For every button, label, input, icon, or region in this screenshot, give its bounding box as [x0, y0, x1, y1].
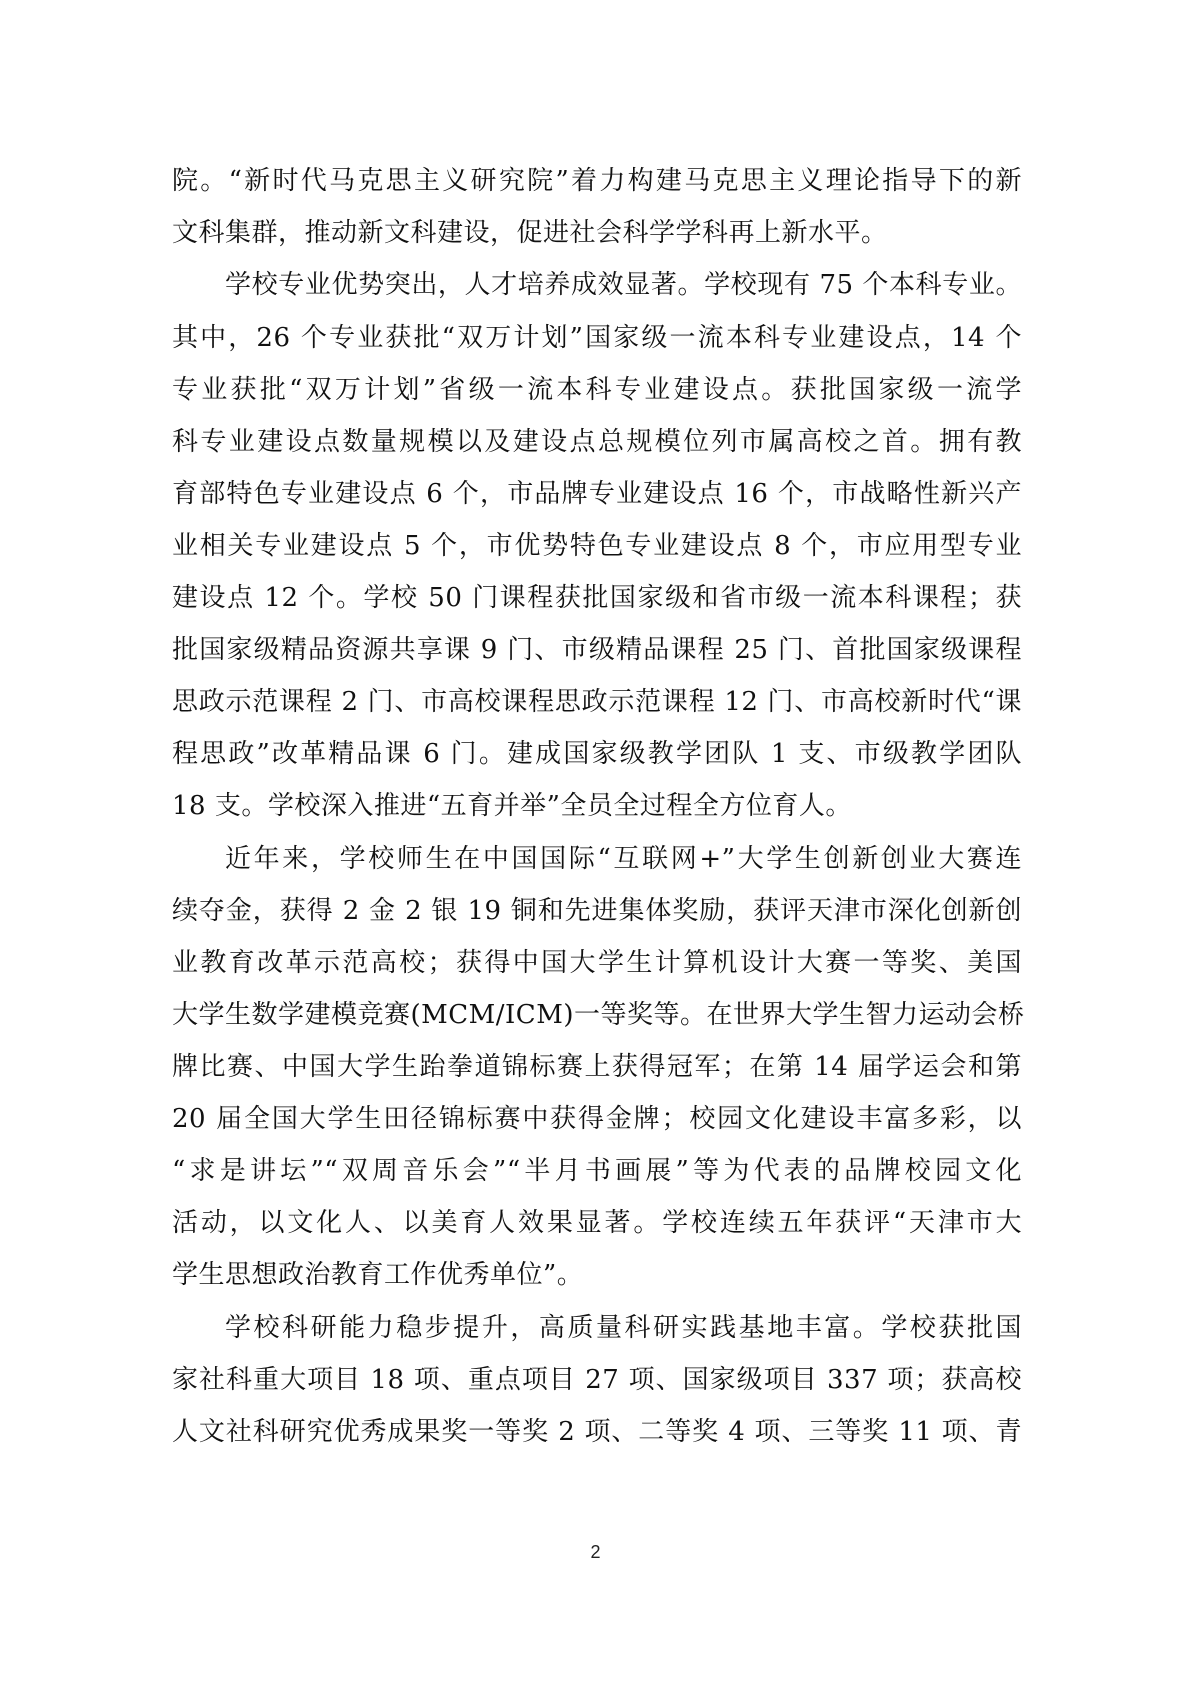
body-line: 育部特色专业建设点 6 个，市品牌专业建设点 16 个，市战略性新兴产: [172, 479, 1022, 509]
body-line: 大学生数学建模竞赛(MCM/ICM)一等奖等。在世界大学生智力运动会桥: [172, 1000, 1025, 1030]
body-line: 18 支。学校深入推进“五育并举”全员全过程全方位育人。: [172, 791, 852, 821]
paragraph-first-line: 学校专业优势突出，人才培养成效显著。学校现有 75 个本科专业。: [225, 270, 1022, 300]
body-line: 业相关专业建设点 5 个，市优势特色专业建设点 8 个，市应用型专业: [172, 531, 1022, 561]
body-line: 续夺金，获得 2 金 2 银 19 铜和先进集体奖励，获评天津市深化创新创: [172, 896, 1022, 926]
body-line: 程思政”改革精品课 6 门。建成国家级教学团队 1 支、市级教学团队: [172, 739, 1022, 769]
body-line: 业教育改革示范高校；获得中国大学生计算机设计大赛一等奖、美国: [172, 948, 1022, 978]
body-line: 思政示范课程 2 门、市高校课程思政示范课程 12 门、市高校新时代“课: [172, 687, 1022, 717]
paragraph-first-line: 学校科研能力稳步提升，高质量科研实践基地丰富。学校获批国: [225, 1313, 1022, 1343]
body-line: 20 届全国大学生田径锦标赛中获得金牌；校园文化建设丰富多彩，以: [172, 1104, 1022, 1134]
body-line: 建设点 12 个。学校 50 门课程获批国家级和省市级一流本科课程；获: [172, 583, 1022, 613]
body-line: 家社科重大项目 18 项、重点项目 27 项、国家级项目 337 项；获高校: [172, 1365, 1022, 1395]
body-line: “求是讲坛”“双周音乐会”“半月书画展”等为代表的品牌校园文化: [172, 1156, 1022, 1186]
body-line: 学生思想政治教育工作优秀单位”。: [172, 1260, 584, 1290]
page-number: 2: [590, 1542, 601, 1562]
paragraph-first-line: 近年来，学校师生在中国国际“互联网+”大学生创新创业大赛连: [225, 844, 1022, 874]
body-line: 专业获批“双万计划”省级一流本科专业建设点。获批国家级一流学: [172, 375, 1022, 405]
body-line: 科专业建设点数量规模以及建设点总规模位列市属高校之首。拥有教: [172, 427, 1022, 457]
body-line: 文科集群，推动新文科建设，促进社会科学学科再上新水平。: [172, 218, 888, 248]
body-line: 人文社科研究优秀成果奖一等奖 2 项、二等奖 4 项、三等奖 11 项、青: [172, 1417, 1022, 1447]
body-line: 其中，26 个专业获批“双万计划”国家级一流本科专业建设点，14 个: [172, 323, 1022, 353]
body-line: 牌比赛、中国大学生跆拳道锦标赛上获得冠军；在第 14 届学运会和第: [172, 1052, 1022, 1082]
body-line: 院。“新时代马克思主义研究院”着力构建马克思主义理论指导下的新: [172, 166, 1022, 196]
body-line: 活动，以文化人、以美育人效果显著。学校连续五年获评“天津市大: [172, 1208, 1022, 1238]
body-line: 批国家级精品资源共享课 9 门、市级精品课程 25 门、首批国家级课程: [172, 635, 1022, 665]
